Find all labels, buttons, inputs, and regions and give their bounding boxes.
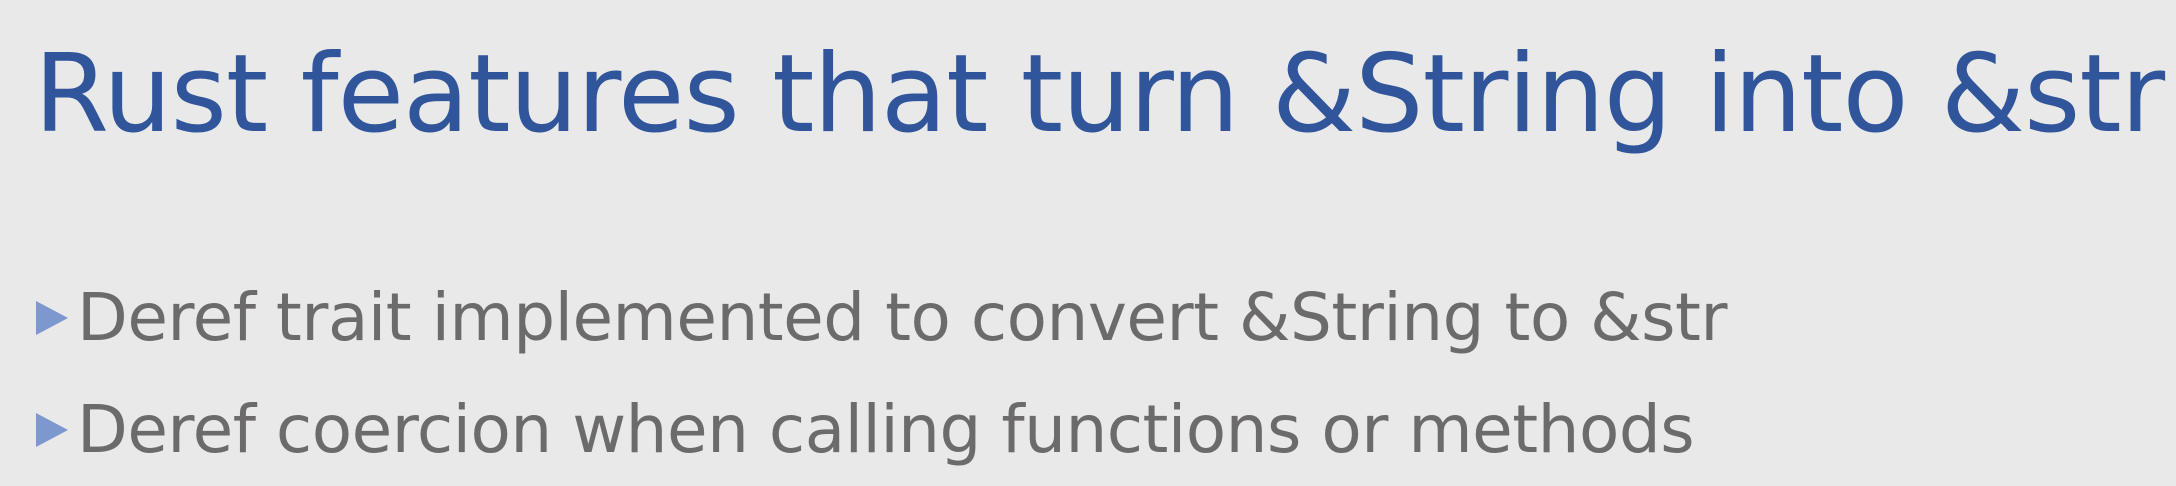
slide-title: Rust features that turn &String into &str — [34, 32, 2165, 157]
bullet-item — [36, 374, 1727, 486]
bullet-text: Deref trait implemented to convert &String to &str — [77, 279, 1728, 356]
bullet-item — [36, 262, 1727, 374]
bullet-text: Deref coercion when calling functions or methods — [77, 391, 1695, 468]
bullet-list — [36, 262, 1727, 486]
triangle-bullet-icon — [36, 301, 68, 335]
triangle-bullet-icon — [36, 413, 68, 447]
